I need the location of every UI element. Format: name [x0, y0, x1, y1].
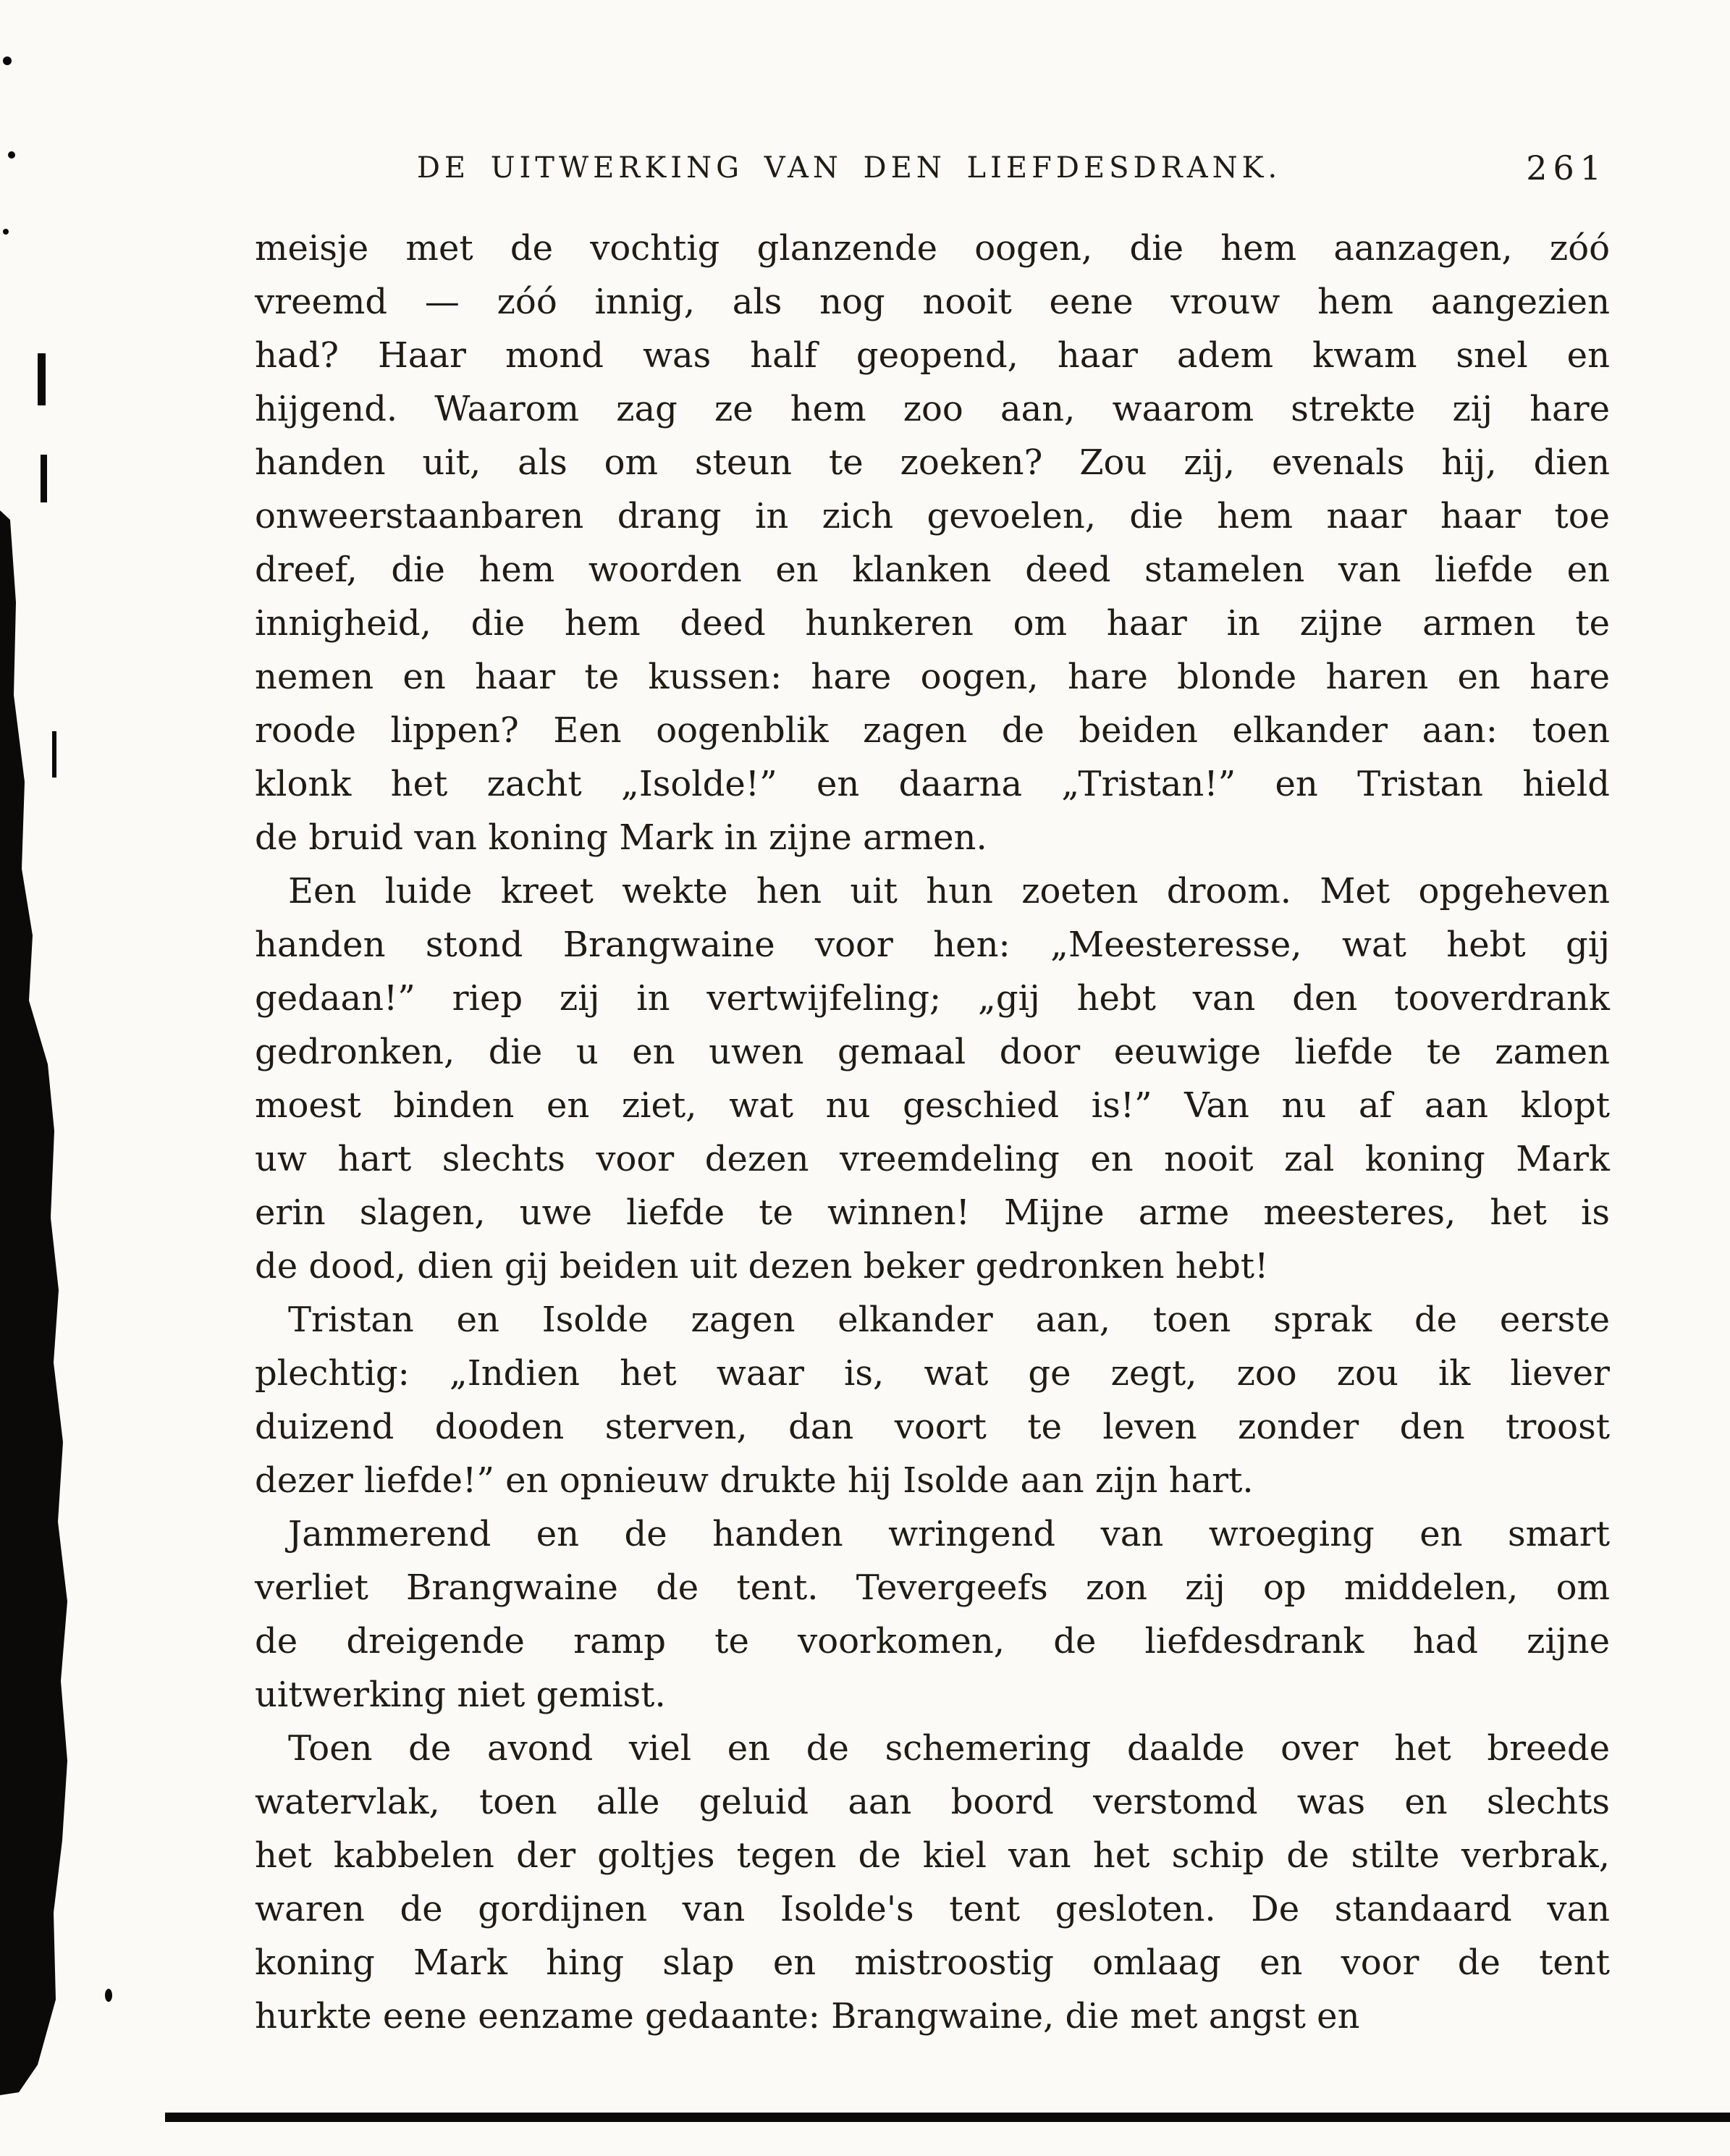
text-line: gedaan!” riep zij in vertwijfeling; „gij hebt van den tooverdrank: [255, 978, 1610, 1019]
page-number: 261: [1526, 148, 1607, 188]
text-line: waren de gordijnen van Isolde's tent gesloten. De standaard van: [255, 1889, 1610, 1929]
scan-speck: [8, 151, 15, 159]
paragraph: [255, 1722, 1610, 2043]
body-text: [255, 222, 1610, 2043]
text-line: koning Mark hing slap en mistroostig omlaag en voor de tent: [255, 1942, 1610, 1983]
text-line: nemen en haar te kussen: hare oogen, hare blonde haren en hare: [255, 657, 1610, 697]
text-line: moest binden en ziet, wat nu geschied is!” Van nu af aan klopt: [255, 1085, 1610, 1126]
text-line: innigheid, die hem deed hunkeren om haar in zijne armen te: [255, 603, 1610, 644]
text-line: onweerstaanbaren drang in zich gevoelen, die hem naar haar toe: [255, 496, 1610, 536]
text-line: het kabbelen der goltjes tegen de kiel van het schip de stilte verbrak,: [255, 1835, 1610, 1876]
text-line: watervlak, toen alle geluid aan boord verstomd was en slechts: [255, 1782, 1610, 1822]
scan-speck: [3, 229, 9, 235]
text-line: handen uit, als om steun te zoeken? Zou zij, evenals hij, dien: [255, 442, 1610, 483]
scan-speck: [3, 56, 12, 65]
text-line: de bruid van koning Mark in zijne armen.: [255, 817, 987, 858]
page-header: [255, 148, 1610, 192]
text-line: had? Haar mond was half geopend, haar adem kwam snel en: [255, 335, 1610, 376]
scan-dash: [41, 455, 47, 502]
text-line: Tristan en Isolde zagen elkander aan, toen sprak de eerste: [288, 1300, 1610, 1340]
text-line: de dreigende ramp te voorkomen, de liefdesdrank had zijne: [255, 1621, 1610, 1662]
paragraph: [255, 222, 1610, 864]
text-line: duizend dooden sterven, dan voort te leven zonder den troost: [255, 1407, 1610, 1447]
scan-speck: [105, 1989, 112, 2002]
text-line: dreef, die hem woorden en klanken deed stamelen van liefde en: [255, 549, 1610, 590]
text-line: de dood, dien gij beiden uit dezen beker gedronken hebt!: [255, 1246, 1269, 1287]
text-line: klonk het zacht „Isolde!” en daarna „Tristan!” en Tristan hield: [255, 764, 1610, 804]
text-line: uitwerking niet gemist.: [255, 1675, 666, 1715]
paragraph: [255, 1293, 1610, 1507]
text-line: uw hart slechts voor dezen vreemdeling en nooit zal koning Mark: [255, 1139, 1610, 1179]
text-line: erin slagen, uwe liefde te winnen! Mijne arme meesteres, het is: [255, 1192, 1610, 1233]
text-line: plechtig: „Indien het waar is, wat ge zegt, zoo zou ik liever: [255, 1353, 1610, 1394]
running-title: DE UITWERKING VAN DEN LIEFDESDRANK.: [416, 151, 1282, 185]
text-line: hurkte eene eenzame gedaante: Brangwaine, die met angst en: [255, 1996, 1360, 2037]
text-line: vreemd — zóó innig, als nog nooit eene vrouw hem aangezien: [255, 282, 1610, 322]
scan-artifact-bottom-line: [165, 2113, 1730, 2122]
text-line: Toen de avond viel en de schemering daalde over het breede: [288, 1728, 1610, 1769]
text-line: Jammerend en de handen wringend van wroeging en smart: [288, 1514, 1610, 1554]
text-line: meisje met de vochtig glanzende oogen, die hem aanzagen, zóó: [255, 228, 1610, 269]
text-line: roode lippen? Een oogenblik zagen de beiden elkander aan: toen: [255, 710, 1610, 751]
text-line: dezer liefde!” en opnieuw drukte hij Isolde aan zijn hart.: [255, 1460, 1254, 1501]
left-binding-band: [0, 510, 67, 2095]
text-line: verliet Brangwaine de tent. Tevergeefs zon zij op middelen, om: [255, 1567, 1610, 1608]
paragraph: [255, 1507, 1610, 1722]
text-line: hijgend. Waarom zag ze hem zoo aan, waarom strekte zij hare: [255, 389, 1610, 429]
text-line: gedronken, die u en uwen gemaal door eeuwige liefde te zamen: [255, 1032, 1610, 1072]
paragraph: [255, 864, 1610, 1293]
text-line: Een luide kreet wekte hen uit hun zoeten droom. Met opgeheven: [288, 871, 1610, 911]
scan-dash: [52, 731, 56, 778]
text-line: handen stond Brangwaine voor hen: „Meesteresse, wat hebt gij: [255, 925, 1610, 965]
scan-dash: [38, 353, 46, 405]
